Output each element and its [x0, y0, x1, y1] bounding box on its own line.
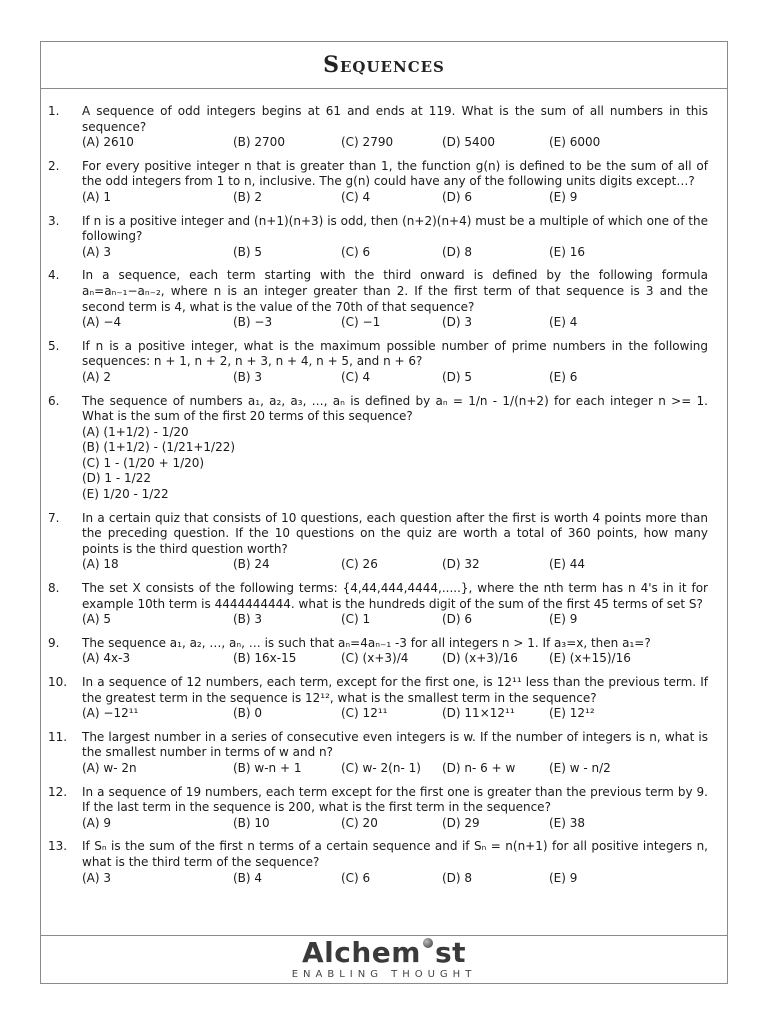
question-item [48, 339, 708, 386]
question-item [48, 636, 708, 667]
question-number: 6. [48, 393, 60, 408]
question-item [48, 394, 708, 503]
answer-option: (E) 12¹² [549, 706, 595, 721]
question-text: In a sequence of 19 numbers, each term except for the first one is greater than the previous term by 9. If the last term in the sequence is 200, what is the first term in the sequence? [82, 784, 708, 815]
question-text: For every positive integer n that is greater than 1, the function g(n) is defined to be the sum of all of the odd integers from 1 to n, inclusive. The g(n) could have any of the following units digits except…? [82, 158, 708, 189]
question-item [48, 581, 708, 628]
answer-option: (C) 12¹¹ [341, 706, 388, 721]
answer-option: (D) (x+3)/16 [442, 651, 518, 666]
answer-option: (B) 3 [233, 369, 263, 384]
question-number: 3. [48, 213, 60, 228]
question-number: 2. [48, 158, 60, 173]
logo-text-2: st [434, 936, 467, 969]
question-item [48, 675, 708, 722]
question-number: 9. [48, 635, 60, 650]
answer-option: (A) −12¹¹ [82, 706, 139, 721]
answer-option: (C) 2790 [341, 135, 394, 150]
answer-option: (B) 2700 [233, 135, 285, 150]
answer-option: (D) 6 [442, 612, 473, 627]
answer-option: (B) 4 [233, 870, 263, 885]
answer-options [82, 761, 708, 777]
answer-option: (D) 3 [442, 315, 473, 330]
question-text: In a sequence, each term starting with the third onward is defined by the following formula aₙ=aₙ₋₁−aₙ₋₂, where n is an integer greater than 2. If the first term of that sequence is 3 and the second term is 4, what is the value of the 70th of that sequence? [82, 268, 708, 314]
answer-option: (E) w - n/2 [549, 760, 611, 775]
question-text: A sequence of odd integers begins at 61 and ends at 119. What is the sum of all numbers in this sequence? [82, 104, 708, 134]
answer-option: (D) 6 [442, 189, 473, 204]
question-text: If n is a positive integer and (n+1)(n+3) is odd, then (n+2)(n+4) must be a multiple of which one of the following? [82, 213, 708, 244]
question-text: The sequence of numbers a₁, a₂, a₃, …, aₙ is defined by aₙ = 1/n - 1/(n+2) for each integer n >= 1. What is the sum of the first 20 terms of this sequence? [82, 393, 708, 424]
answer-option: (A) 3 [82, 870, 112, 885]
question-text: The largest number in a series of consecutive even integers is w. If the number of integers is n, what is the smallest number in terms of w and n? [82, 729, 708, 760]
question-text: In a sequence of 12 numbers, each term, except for the first one, is 12¹¹ less than the previous term. If the greatest term in the sequence is 12¹², what is the smallest term in the sequence? [82, 675, 708, 705]
answer-option: (E) 44 [549, 557, 586, 572]
answer-options [82, 425, 708, 503]
answer-option: (B) 0 [233, 706, 263, 721]
answer-options [82, 706, 708, 722]
answer-option: (E) 38 [549, 815, 586, 830]
answer-option: (B) 2 [233, 189, 263, 204]
answer-options [82, 245, 708, 261]
answer-options [82, 871, 708, 887]
answer-option: (D) 11×12¹¹ [442, 706, 515, 721]
answer-options [82, 190, 708, 206]
logo-wordmark [41, 937, 727, 969]
answer-option: (E) 9 [549, 612, 578, 627]
answer-option: (B) 16x-15 [233, 651, 297, 666]
answer-option: (A) 3 [82, 244, 112, 259]
question-text: If Sₙ is the sum of the first n terms of a certain sequence and if Sₙ = n(n+1) for all positive integers n, what is the third term of the sequence? [82, 839, 708, 869]
answer-option: (C) −1 [341, 315, 381, 330]
question-number: 8. [48, 581, 60, 596]
question-number: 10. [48, 675, 68, 689]
question-item [48, 268, 708, 330]
answer-option: (A) −4 [82, 315, 122, 330]
answer-option: (C) w- 2(n- 1) [341, 760, 421, 775]
answer-option: (A) (1+1/2) - 1/20 [82, 424, 189, 439]
answer-option: (E) 6 [549, 369, 578, 384]
logo-tagline: ENABLING THOUGHT [291, 969, 477, 980]
answer-option: (C) 1 - (1/20 + 1/20) [82, 455, 205, 470]
answer-option: (A) 2 [82, 369, 112, 384]
answer-option: (A) 5 [82, 612, 112, 627]
answer-option: (B) −3 [233, 315, 273, 330]
answer-option: (A) 9 [82, 815, 112, 830]
answer-option: (A) 18 [82, 557, 119, 572]
answer-option: (B) 10 [233, 815, 270, 830]
answer-options [82, 370, 708, 386]
answer-option: (C) 4 [341, 189, 371, 204]
question-text: The sequence a₁, a₂, …, aₙ, … is such that aₙ=4aₙ₋₁ -3 for all integers n > 1. If a₃=x, then a₁=? [82, 635, 651, 650]
question-number: 1. [48, 104, 60, 118]
answer-option: (D) 5400 [442, 135, 495, 150]
answer-option: (C) 20 [341, 815, 378, 830]
question-text: In a certain quiz that consists of 10 questions, each question after the first is worth 4 points more than the preceding question. If the 10 questions on the quiz are worth a total of 360 points, how many points is the third question worth? [82, 510, 708, 556]
answer-option: (E) (x+15)/16 [549, 651, 631, 666]
answer-option: (A) 1 [82, 189, 112, 204]
question-item [48, 839, 708, 886]
answer-options [82, 816, 708, 832]
question-number: 5. [48, 338, 60, 353]
answer-option: (B) 3 [233, 612, 263, 627]
question-item [48, 214, 708, 261]
answer-option: (D) 5 [442, 369, 473, 384]
answer-option: (D) 32 [442, 557, 480, 572]
answer-option: (B) 5 [233, 244, 263, 259]
question-list [48, 104, 708, 894]
answer-option: (A) 4x-3 [82, 651, 131, 666]
answer-option: (D) n- 6 + w [442, 760, 516, 775]
answer-option: (B) w-n + 1 [233, 760, 302, 775]
answer-option: (D) 1 - 1/22 [82, 471, 151, 486]
question-item [48, 730, 708, 777]
answer-option: (C) 6 [341, 244, 371, 259]
answer-option: (D) 8 [442, 870, 473, 885]
question-text: If n is a positive integer, what is the maximum possible number of prime numbers in the following sequences: n + 1, n + 2, n + 3, n + 4, n + 5, and n + 6? [82, 338, 708, 369]
question-item [48, 511, 708, 573]
answer-option: (A) w- 2n [82, 760, 137, 775]
answer-option: (D) 29 [442, 815, 480, 830]
question-text: The set X consists of the following terms: {4,44,444,4444,.....}, where the nth term has n 4's in it for example 10th term is 4444444444. what is the hundreds digit of the sum of the first 45 terms of set S? [82, 581, 708, 611]
answer-option: (E) 9 [549, 870, 578, 885]
page-title: Sequences [323, 52, 445, 78]
answer-options [82, 557, 708, 573]
logo-text-1: Alchem [301, 936, 421, 969]
answer-option: (D) 8 [442, 244, 473, 259]
question-item [48, 159, 708, 206]
answer-option: (C) 6 [341, 870, 371, 885]
answer-options [82, 612, 708, 628]
answer-option: (B) 24 [233, 557, 270, 572]
question-number: 7. [48, 510, 60, 525]
question-number: 12. [48, 784, 68, 799]
answer-option: (E) 1/20 - 1/22 [82, 487, 169, 502]
answer-option: (E) 4 [549, 315, 578, 330]
question-item [48, 104, 708, 151]
answer-options [82, 315, 708, 331]
answer-option: (E) 6000 [549, 135, 601, 150]
answer-option: (C) 1 [341, 612, 371, 627]
alchemist-logo [41, 937, 727, 981]
question-item [48, 785, 708, 832]
answer-option: (C) (x+3)/4 [341, 651, 409, 666]
answer-option: (E) 16 [549, 244, 586, 259]
answer-option: (C) 26 [341, 557, 378, 572]
answer-options [82, 135, 708, 151]
question-number: 13. [48, 839, 68, 854]
question-number: 11. [48, 729, 68, 744]
answer-option: (C) 4 [341, 369, 371, 384]
title-bar [41, 42, 727, 89]
answer-options [82, 651, 708, 667]
answer-option: (E) 9 [549, 189, 578, 204]
answer-option: (B) (1+1/2) - (1/21+1/22) [82, 440, 236, 455]
question-number: 4. [48, 268, 60, 283]
logo-orb-icon [423, 938, 433, 948]
answer-option: (A) 2610 [82, 135, 134, 150]
